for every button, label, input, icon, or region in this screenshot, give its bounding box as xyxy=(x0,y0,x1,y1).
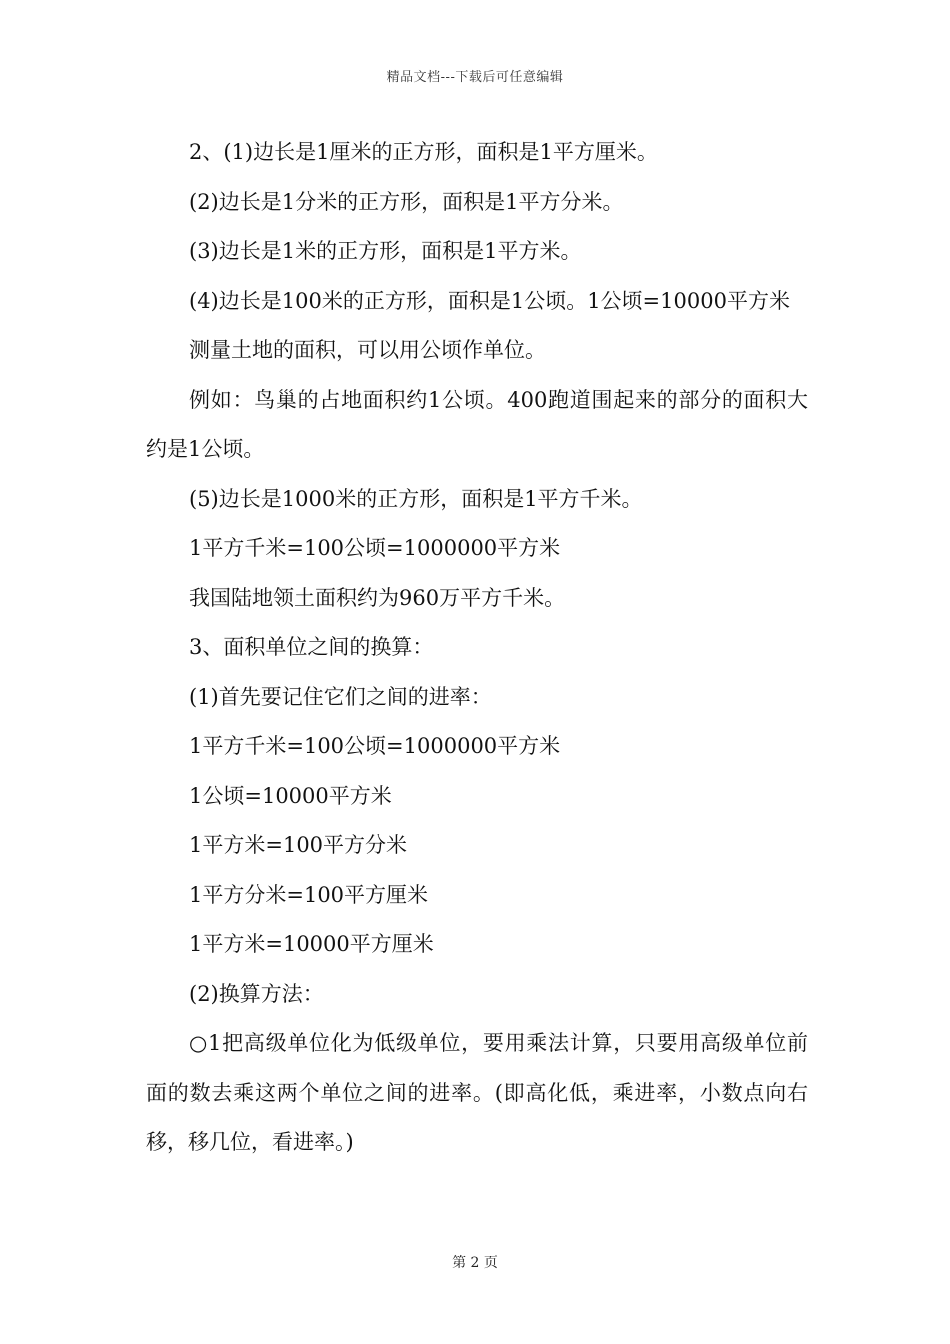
paragraph-11: (1)首先要记住它们之间的进率： xyxy=(189,684,492,709)
page-number: 第 2 页 xyxy=(452,1255,498,1271)
document-body xyxy=(146,128,808,1168)
paragraph-13: 1公顷=10000平方米 xyxy=(189,783,392,808)
paragraph-7: (5)边长是1000米的正方形，面积是1平方千米。 xyxy=(189,486,643,511)
paragraph-10: 3、面积单位之间的换算： xyxy=(189,635,434,659)
paragraph-16: 1平方米=10000平方厘米 xyxy=(189,932,434,956)
paragraph-9: 我国陆地领土面积约为960万平方千米。 xyxy=(189,585,566,610)
paragraph-18: ○1把高级单位化为低级单位，要用乘法计算，只要用高级单位前面的数去乘这两个单位之间的进率。(即高化低，乘进率，小数点向右移，移几位，看进率。) xyxy=(146,1031,808,1154)
paragraph-2: (2)边长是1分米的正方形，面积是1平方分米。 xyxy=(189,189,624,214)
paragraph-12: 1平方千米=100公顷=1000000平方米 xyxy=(189,734,561,758)
paragraph-5: 测量土地的面积，可以用公顷作单位。 xyxy=(189,338,546,362)
paragraph-17: (2)换算方法： xyxy=(189,981,324,1006)
paragraph-15: 1平方分米=100平方厘米 xyxy=(189,882,429,907)
paragraph-8: 1平方千米=100公顷=1000000平方米 xyxy=(189,536,561,560)
paragraph-4: (4)边长是100米的正方形，面积是1公顷。1公顷=10000平方米 xyxy=(189,288,790,313)
paragraph-6: 例如：鸟巢的占地面积约1公顷。400跑道围起来的部分的面积大约是1公顷。 xyxy=(146,387,808,461)
paragraph-14: 1平方米=100平方分米 xyxy=(189,833,408,857)
paragraph-3: (3)边长是1米的正方形，面积是1平方米。 xyxy=(189,239,582,263)
page-header: 精品文档---下载后可任意编辑 xyxy=(386,70,564,85)
paragraph-1: 2、(1)边长是1厘米的正方形，面积是1平方厘米。 xyxy=(189,140,658,164)
